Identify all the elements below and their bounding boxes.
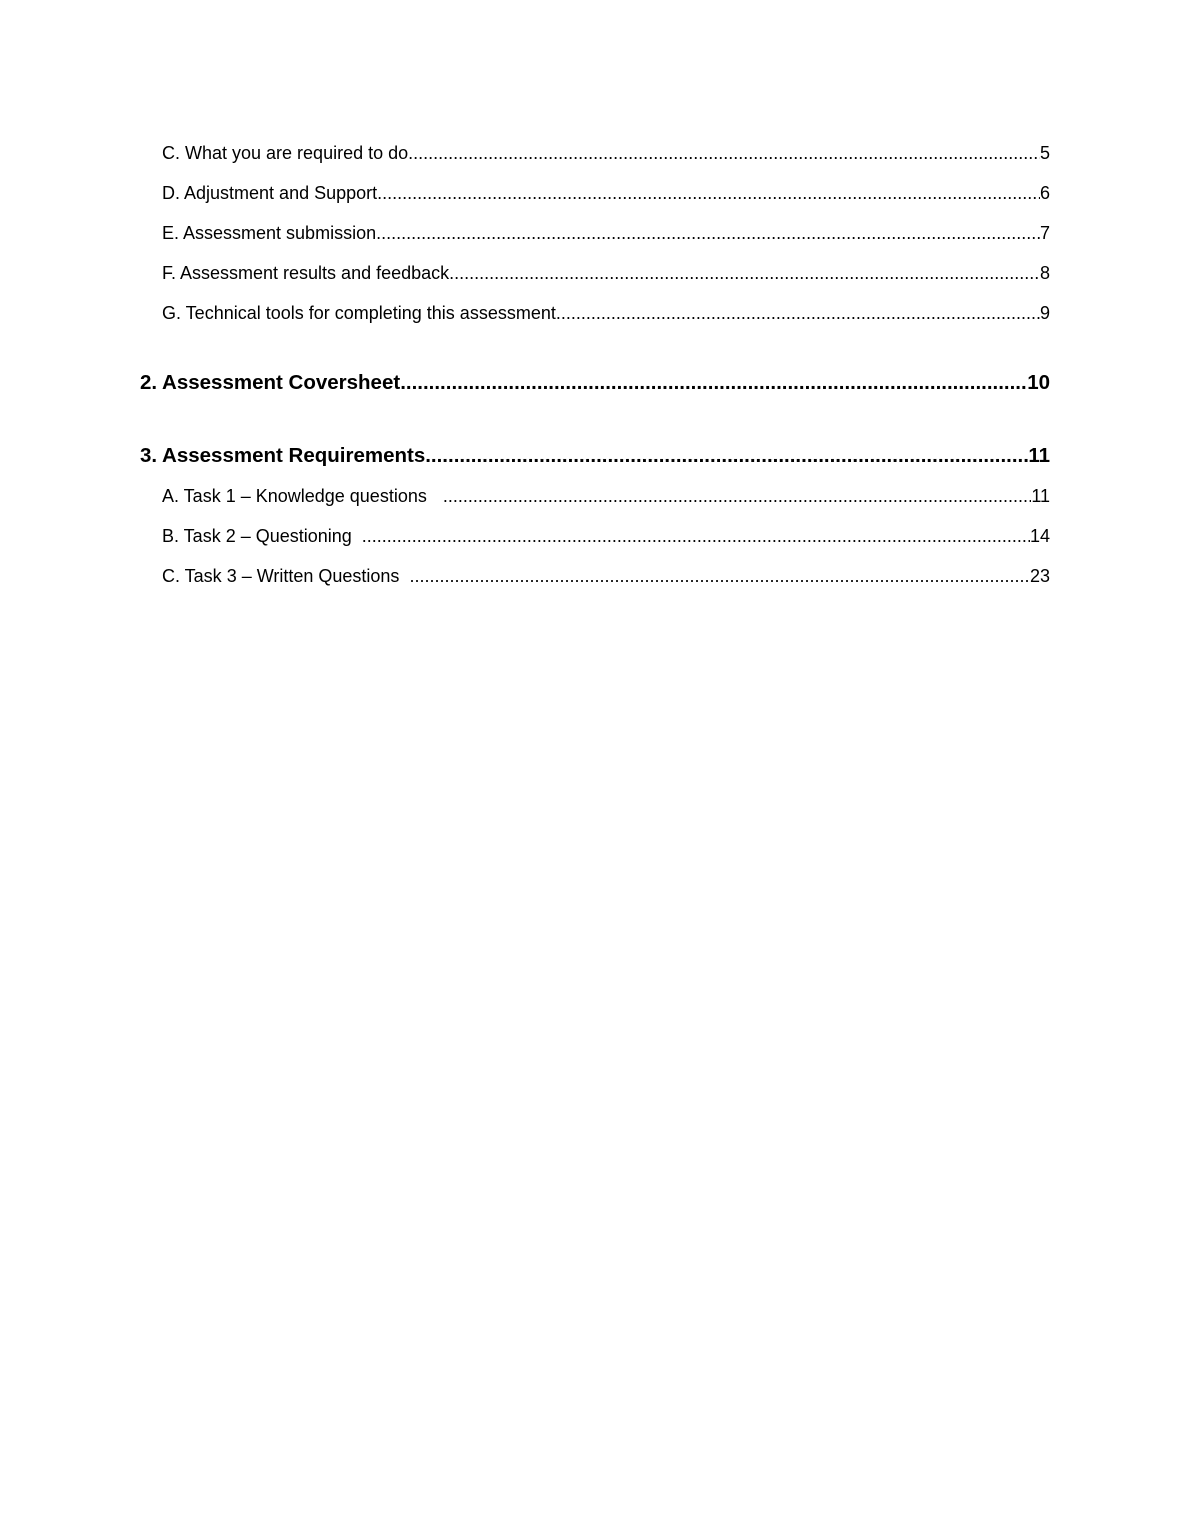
toc-section-page: 11 bbox=[1028, 444, 1050, 467]
toc-entry[interactable] bbox=[162, 563, 1050, 589]
dot-leader bbox=[409, 563, 1030, 589]
toc-entry[interactable] bbox=[162, 300, 1050, 326]
dot-leader bbox=[400, 368, 1027, 398]
toc-entry-page: 8 bbox=[1039, 263, 1050, 283]
toc-entry-page: 7 bbox=[1039, 223, 1050, 243]
toc-section-label: 2. Assessment Coversheet bbox=[140, 371, 401, 394]
dot-leader bbox=[425, 441, 1028, 471]
dot-leader bbox=[556, 300, 1040, 326]
toc-entry-page: 11 bbox=[1031, 486, 1050, 506]
toc-entry[interactable] bbox=[162, 180, 1050, 206]
toc-entry-label: C. What you are required to do bbox=[162, 143, 409, 163]
toc-entry-page: 5 bbox=[1039, 143, 1050, 163]
toc-entry-label: F. Assessment results and feedback bbox=[162, 263, 450, 283]
toc-entry-page: 9 bbox=[1039, 303, 1050, 323]
toc-entry[interactable] bbox=[162, 260, 1050, 286]
toc-entry[interactable] bbox=[162, 220, 1050, 246]
toc-entry-label: C. Task 3 – Written Questions bbox=[162, 566, 400, 586]
toc-entry-label: A. Task 1 – Knowledge questions bbox=[162, 486, 427, 506]
toc-entry-page: 14 bbox=[1029, 526, 1050, 546]
toc-section-label: 3. Assessment Requirements bbox=[140, 444, 426, 467]
toc-entry[interactable] bbox=[162, 523, 1050, 549]
toc-entry-label: G. Technical tools for completing this assessment bbox=[162, 303, 556, 323]
toc-entry-label: E. Assessment submission bbox=[162, 223, 377, 243]
toc-section-entry[interactable] bbox=[140, 441, 1050, 471]
dot-leader bbox=[376, 220, 1040, 246]
toc-entry[interactable] bbox=[162, 140, 1050, 166]
dot-leader bbox=[443, 483, 1031, 509]
dot-leader bbox=[362, 523, 1030, 549]
toc-section-page: 10 bbox=[1027, 371, 1050, 394]
toc-entry-page: 6 bbox=[1039, 183, 1050, 203]
toc-section-entry[interactable] bbox=[140, 368, 1050, 398]
toc-entry[interactable] bbox=[162, 483, 1050, 509]
toc-entry-page: 23 bbox=[1029, 566, 1050, 586]
toc-entry-label: D. Adjustment and Support bbox=[162, 183, 378, 203]
dot-leader bbox=[408, 140, 1040, 166]
dot-leader bbox=[449, 260, 1040, 286]
toc-entry-label: B. Task 2 – Questioning bbox=[162, 526, 352, 546]
dot-leader bbox=[377, 180, 1040, 206]
